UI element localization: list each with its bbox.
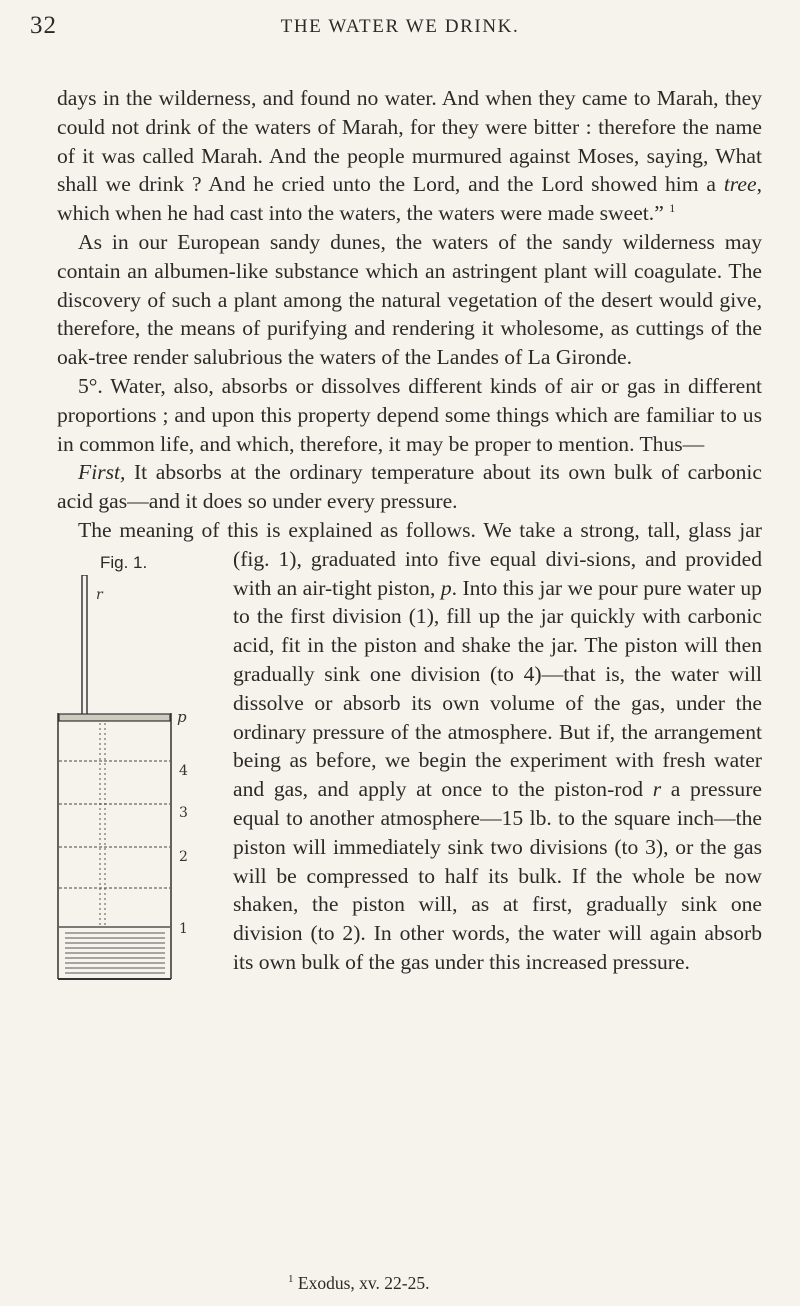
body-text: [57, 84, 762, 995]
footnote-marker: 1: [288, 1273, 294, 1286]
piston-disc: [59, 714, 170, 721]
running-title: THE WATER WE DRINK.: [280, 16, 520, 37]
page-header: [0, 12, 800, 52]
division-label-3: 3: [179, 804, 188, 821]
page-number: 32: [30, 12, 57, 39]
figure-1: [55, 549, 225, 995]
footnote: [288, 1273, 429, 1294]
figure-caption: Fig. 1.: [100, 552, 148, 572]
footnote-reference[interactable]: 1: [669, 201, 676, 215]
paragraph-exodus-quote: days in the wilderness, and found no water. And when they came to Marah, they could not drink of the waters of Marah, for they were bitter : therefore the name of it was called Marah. And the people murmured against Moses, saying, What shall we drink ? And he cried unto the Lord, and the Lord showed him a tree, which when he had cast into the waters, the waters were made sweet.” $^1$: [57, 86, 762, 226]
paragraph-gas-absorption: 5°. Water, also, absorbs or dissolves different kinds of air or gas in different proportions ; and upon this property depend some things which are familiar to us in common life, and which, therefore, it may be proper to mention. Thus— First, It absorbs at the ordinary temperature about its own bulk of carbonic acid gas—and it does so under every pressure.: [57, 373, 762, 514]
footnote-text: Exodus, xv. 22-25.: [297, 1273, 430, 1293]
paragraph-sandy-dunes: As in our European sandy dunes, the waters of the sandy wilderness may contain an albumen-like substance which an astringent plant will coagulate. The discovery of such a plant among the natural vegetation of the desert would give, therefore, the means of purifying and rendering it wholesome, as cuttings of the oak-tree render salubrious the waters of the Landes of La Gironde.: [57, 229, 762, 370]
paragraph-experiment: The meaning of this is explained as follows. We take a strong, tall, glass jar (fig. 1), graduated into five equal divi- Fig. 1. r p 4 3 2 1 sions, and provided with an air-tight piston, p. Into this jar we pour pure water up to the first division (1), fill up the jar quickly with carbonic acid, fit in the piston and shake the jar. The piston will then gradually sink one division (to 4)—that is, the water will dissolve or absorb its own volume of the gas, under the ordinary pressure of the atmosphere. But if, the arrangement being as before, we begin the experiment with fresh water and gas, and apply at once to the piston-rod r a pressure equal to another atmosphere—15 lb. to the square inch—the piston will immediately sink two divisions (to 3), or the gas will be compressed to half its bulk. If the whole be now shaken, the piston will, as at first, gradually sink one division (to 2). In other words, the water will again absorb its own bulk of the gas under this increased pressure.: [57, 516, 762, 977]
piston-label: p: [177, 707, 187, 726]
division-label-2: 2: [179, 848, 188, 865]
graduated-jar-diagram: [55, 575, 225, 995]
division-label-4: 4: [179, 762, 188, 779]
piston-rod: [82, 575, 87, 715]
rod-label: r: [96, 586, 103, 603]
division-label-1: 1: [179, 920, 188, 937]
water-fill: [65, 933, 165, 973]
